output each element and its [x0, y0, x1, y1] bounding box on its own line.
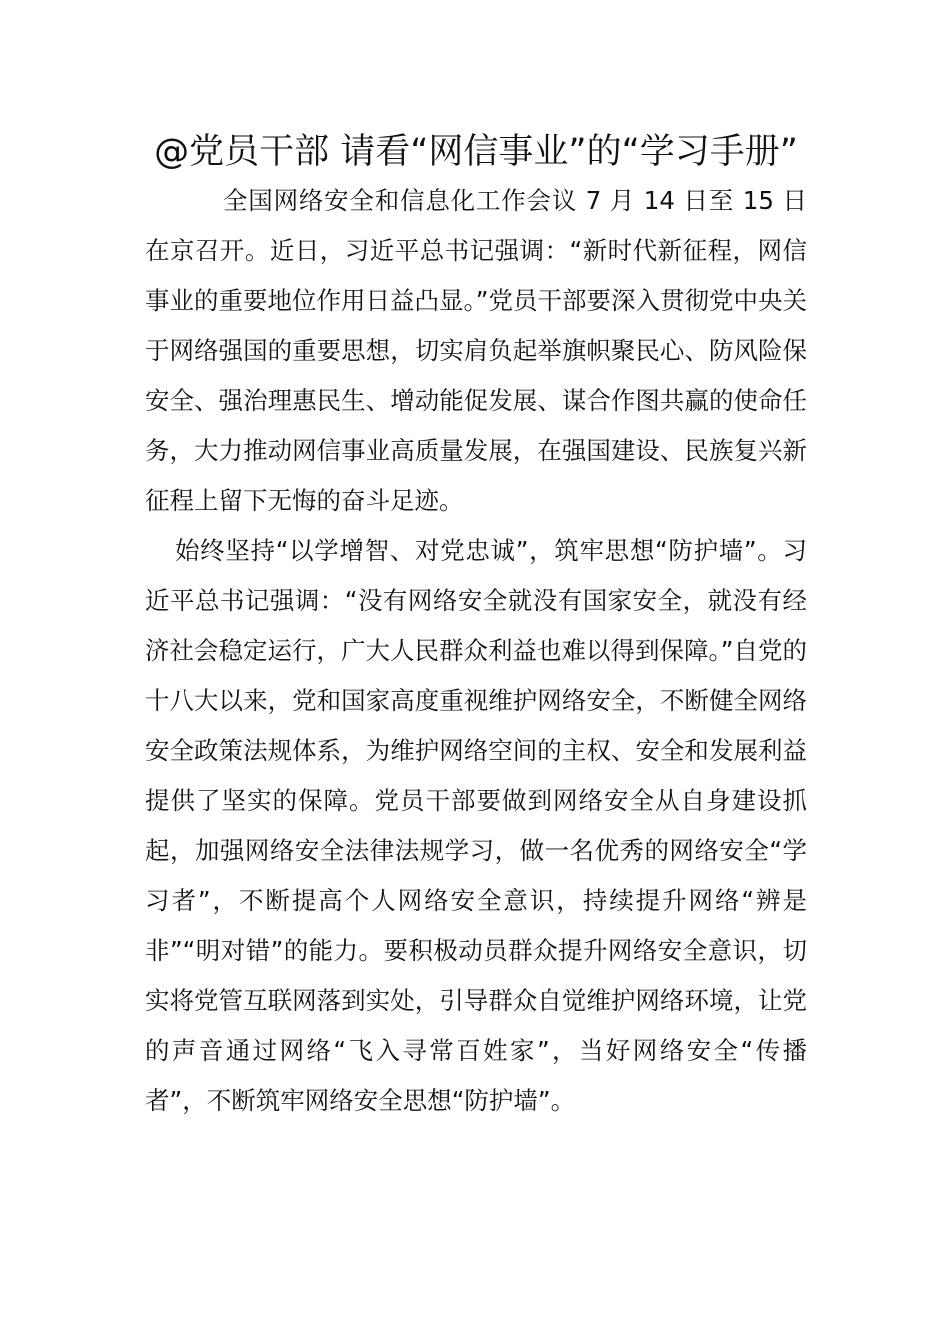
- document-title: @党员干部 请看“网信事业”的“学习手册”: [154, 132, 798, 172]
- paragraph-2: 始终坚持“以学增智、对党忠诚”，筑牢思想“防护墙”。习近平总书记强调：“没有网络安全就没有国家安全，就没有经济社会稳定运行，广大人民群众利益也难以得到保障。”自党的十八大以来，党和国家高度重视维护网络安全，不断健全网络安全政策法规体系，为维护网络空间的主权、安全和发展利益提供了坚实的保障。党员干部要做到网络安全从自身建设抓起，加强网络安全法律法规学习，做一名优秀的网络安全“学习者”，不断提高个人网络安全意识，持续提升网络“辨是非”“明对错”的能力。要积极动员群众提升网络安全意识，切实将党管互联网落到实处，引导群众自觉维护网络环境，让党的声音通过网络“飞入寻常百姓家”，当好网络安全“传播者”，不断筑牢网络安全思想“防护墙”。: [145, 536, 807, 1115]
- document-page: [145, 128, 807, 1126]
- paragraph-1: 全国网络安全和信息化工作会议 7 月 14 日至 15 日在京召开。近日，习近平总书记强调：“新时代新征程，网信事业的重要地位作用日益凸显。”党员干部要深入贯彻党中央关于网络强国的重要思想，切实肩负起举旗帜聚民心、防风险保安全、强治理惠民生、增动能促发展、谋合作图共赢的使命任务，大力推动网信事业高质量发展，在强国建设、民族复兴新征程上留下无悔的奋斗足迹。: [145, 186, 807, 515]
